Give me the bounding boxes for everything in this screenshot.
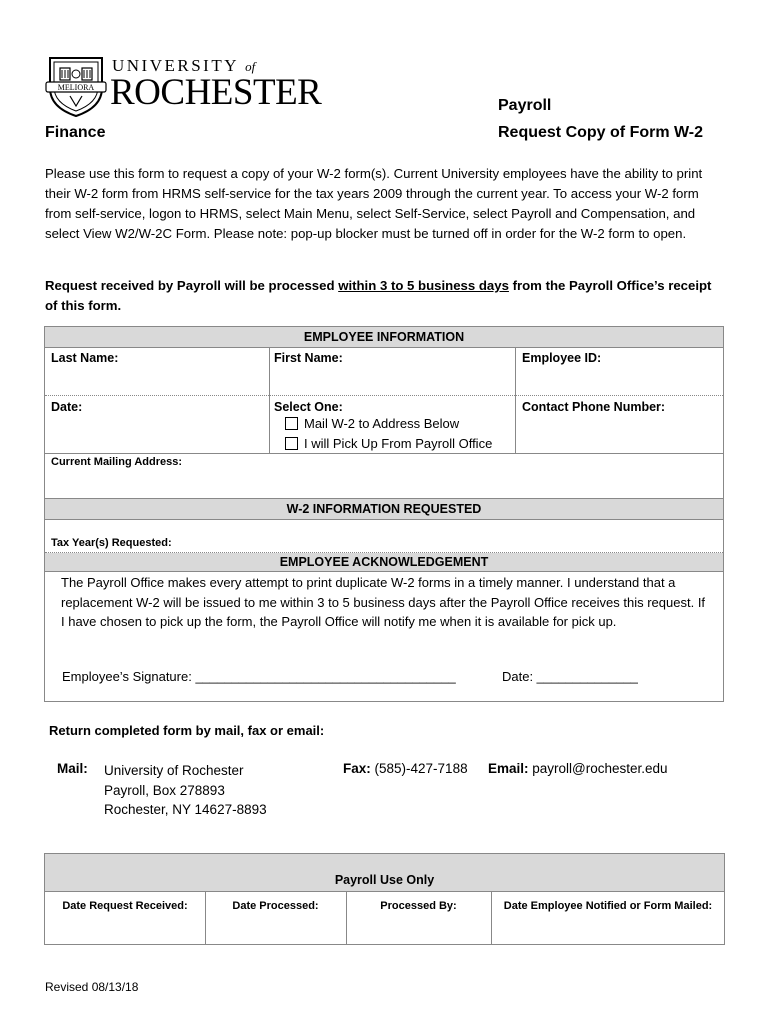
payroll-use-only-title: Payroll Use Only — [334, 873, 435, 887]
last-name-label: Last Name: — [51, 351, 119, 365]
select-one-label: Select One: — [274, 400, 343, 414]
mail-w2-checkbox[interactable] — [285, 417, 298, 430]
return-instructions-title: Return completed form by mail, fax or email: — [49, 723, 325, 738]
pickup-option-label: I will Pick Up From Payroll Office — [304, 436, 493, 451]
employee-id-label: Employee ID: — [522, 351, 602, 365]
processed-by-label: Processed By: — [380, 900, 457, 912]
processing-time: within 3 to 5 business days — [338, 278, 509, 293]
payroll-use-only-table — [44, 853, 725, 945]
employee-info-header: EMPLOYEE INFORMATION — [45, 327, 723, 347]
date-processed-label: Date Processed: — [232, 900, 319, 912]
mail-label: Mail: — [57, 761, 88, 776]
acknowledgement-header: EMPLOYEE ACKNOWLEDGEMENT — [45, 553, 723, 571]
mailing-address-label: Current Mailing Address: — [51, 456, 182, 468]
contact-phone-label: Contact Phone Number: — [522, 400, 666, 414]
pickup-checkbox[interactable] — [285, 437, 298, 450]
mail-address: University of Rochester Payroll, Box 278893 Rochester, NY 14627-8893 — [104, 763, 267, 817]
date-request-received-label: Date Request Received: — [62, 900, 188, 912]
university-name-top: UNIVERSITY of — [112, 56, 256, 75]
signature-line[interactable]: Employee’s Signature: ____________________________________ — [62, 669, 456, 684]
university-logo — [44, 52, 324, 124]
date-label: Date: — [51, 400, 83, 414]
fax-number: Fax: (585)-427-7188 — [343, 761, 468, 776]
tax-years-label: Tax Year(s) Requested: — [51, 537, 172, 549]
signature-date-line[interactable]: Date: ______________ — [502, 669, 638, 684]
first-name-label: First Name: — [274, 351, 343, 365]
form-title-line1: Payroll — [498, 97, 552, 114]
university-name-main: ROCHESTER — [110, 72, 322, 113]
svg-text:MELIORA: MELIORA — [57, 83, 95, 92]
form-title-line2: Request Copy of Form W-2 — [498, 124, 704, 141]
intro-paragraph: Please use this form to request a copy of your W-2 form(s). Current University employees have the ability to print their W-2 form from HRMS self-service for the tax years 2009 through the current year. To access your W-2 form from self-service, logon to HRMS, select Main Menu, select Self-Service, select Payroll and Compensation, and select View W2/W-2C Form. Please note: pop-up blocker must be turned off in order for the W-2 form to open. — [45, 166, 703, 241]
date-notified-label: Date Employee Notified or Form Mailed: — [503, 900, 713, 912]
department-label: Finance — [45, 124, 106, 141]
w2-info-header: W-2 INFORMATION REQUESTED — [45, 499, 723, 519]
request-form — [44, 326, 724, 702]
email-address[interactable]: Email: payroll@rochester.edu — [488, 761, 668, 776]
university-seal-icon — [44, 52, 108, 118]
mail-w2-option-label: Mail W-2 to Address Below — [304, 416, 460, 431]
acknowledgement-text: The Payroll Office makes every attempt to print duplicate W-2 forms in a timely manner. I understand that a replacement W-2 will be issued to me within 3 to 5 business days after the Payroll Office receives this request. If I have chosen to pick up the form, the Payroll Office will notify me when it is available for pick up. — [61, 575, 706, 629]
processing-notice: Request received by Payroll will be processed within 3 to 5 business days from the Payroll Office’s receipt of this form. — [45, 278, 712, 313]
revision-date: Revised 08/13/18 — [45, 980, 139, 994]
